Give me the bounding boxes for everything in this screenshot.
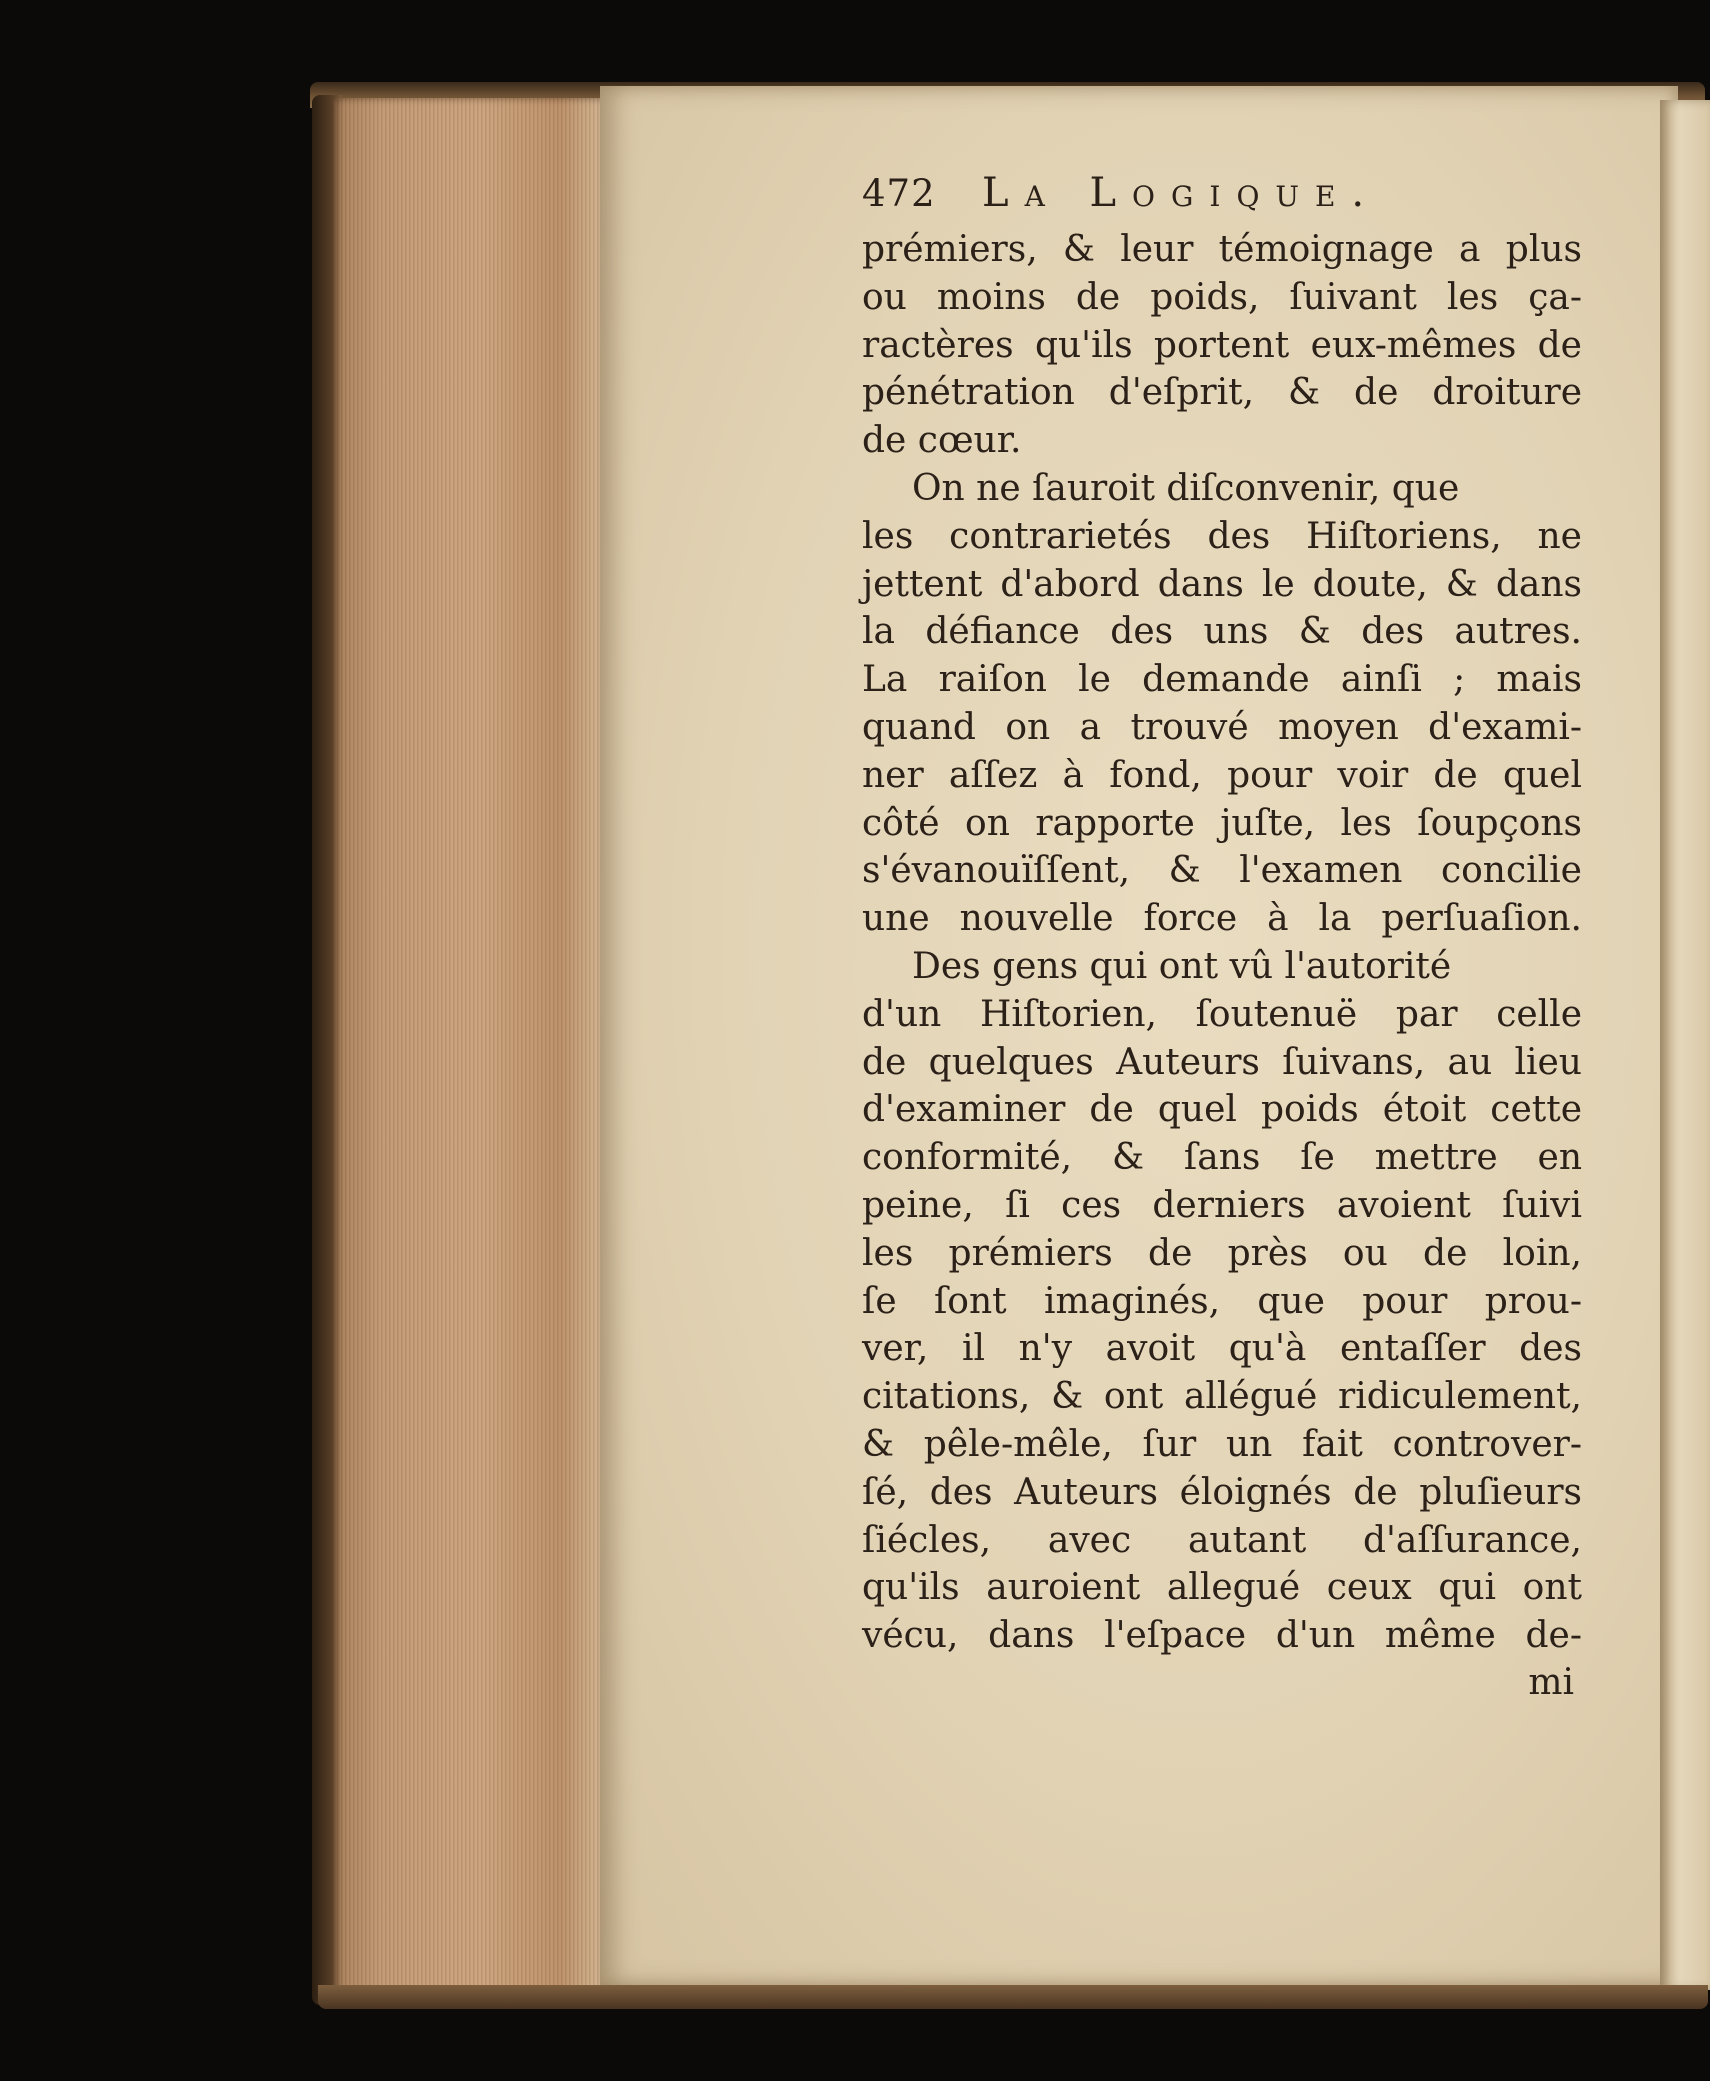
facing-page-gutter bbox=[1660, 100, 1710, 1990]
text-line: peine, ſi ces derniers avoient ſuivi bbox=[862, 1184, 1582, 1226]
catchword: mi bbox=[1528, 1661, 1574, 1703]
text-line: prémiers, & leur témoignage a plus bbox=[862, 229, 1582, 270]
text-line: Des gens qui ont vû l'autorité bbox=[912, 945, 1452, 987]
text-line: ner aſſez à fond, pour voir de quel bbox=[862, 754, 1582, 796]
text-line: citations, & ont allégué ridiculement, bbox=[862, 1376, 1582, 1418]
text-line: pénétration d'eſprit, & de droiture bbox=[862, 372, 1582, 414]
text-line: & pêle-mêle, ſur un fait controver- bbox=[862, 1423, 1582, 1465]
text-line: d'un Hiſtorien, ſoutenuë par celle bbox=[862, 993, 1582, 1035]
text-line: de quelques Auteurs ſuivans, au lieu bbox=[862, 1041, 1582, 1083]
page-text-block bbox=[862, 170, 1582, 1706]
page-number: 472 bbox=[862, 172, 936, 215]
text-line: ſiécles, avec autant d'aſſurance, bbox=[862, 1519, 1582, 1561]
running-header bbox=[862, 170, 1582, 222]
text-line: s'évanouïſſent, & l'examen concilie bbox=[862, 850, 1582, 892]
page-block-edges bbox=[333, 98, 601, 1998]
text-line: ſé, des Auteurs éloignés de pluſieurs bbox=[862, 1471, 1582, 1513]
text-line: la défiance des uns & des autres. bbox=[862, 611, 1582, 653]
text-line: ſe ſont imaginés, que pour prou- bbox=[862, 1280, 1582, 1322]
text-line: vécu, dans l'eſpace d'un même de- bbox=[862, 1615, 1582, 1657]
body-text bbox=[862, 226, 1582, 1660]
running-title: La Logique. bbox=[982, 170, 1381, 216]
text-line: une nouvelle force à la perſuaſion. bbox=[862, 898, 1582, 940]
text-line: conformité, & ſans ſe mettre en bbox=[862, 1137, 1582, 1179]
text-line: La raiſon le demande ainſi ; mais bbox=[862, 659, 1582, 701]
text-line: ver, il n'y avoit qu'à entaſſer des bbox=[862, 1328, 1582, 1370]
text-line: de cœur. bbox=[862, 420, 1022, 462]
text-line: ractères qu'ils portent eux-mêmes de bbox=[862, 324, 1582, 366]
text-line: On ne ſauroit diſconvenir, que bbox=[912, 467, 1460, 509]
text-line: qu'ils auroient allegué ceux qui ont bbox=[862, 1567, 1582, 1609]
text-line: les contrarietés des Hiſtoriens, ne bbox=[862, 515, 1582, 557]
text-line: côté on rapporte juſte, les ſoupçons bbox=[862, 802, 1582, 844]
text-line: jettent d'abord dans le doute, & dans bbox=[862, 563, 1582, 605]
text-line: quand on a trouvé moyen d'exami- bbox=[862, 706, 1582, 748]
text-line: les prémiers de près ou de loin, bbox=[862, 1232, 1582, 1274]
book-cover-bottom-edge bbox=[318, 1985, 1708, 2009]
text-line: ou moins de poids, ſuivant les ça- bbox=[862, 276, 1582, 318]
text-line: d'examiner de quel poids étoit cette bbox=[862, 1089, 1582, 1131]
